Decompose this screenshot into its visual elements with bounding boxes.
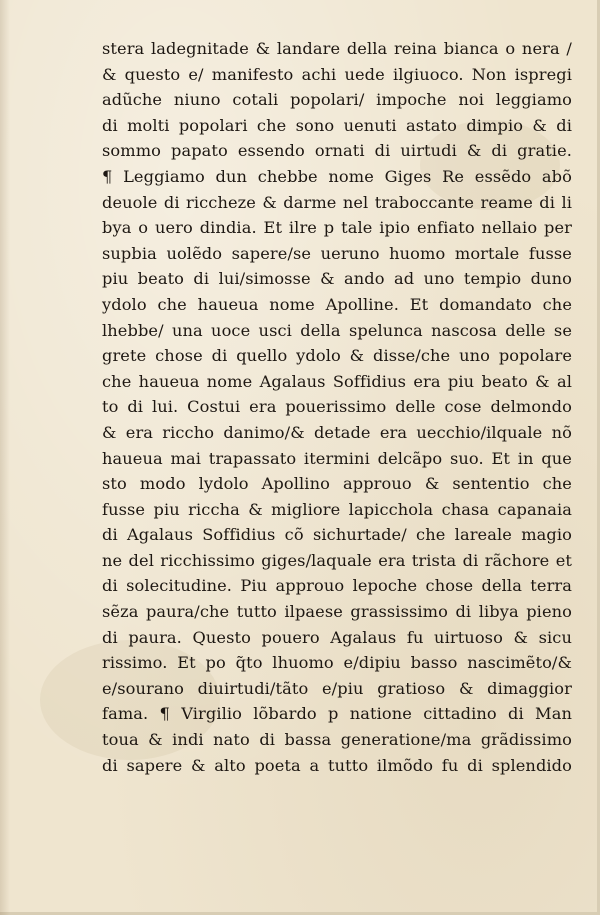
text-line: di paura. Questo pouero Agalaus fu uirtuoso & sicu xyxy=(102,627,572,647)
text-line: haueua mai trapassato itermini delcãpo suo. Et in que xyxy=(102,448,572,468)
text-line: & questo e/ manifesto achi uede ilgiuoco. Non ispregi xyxy=(102,64,572,84)
text-line: deuole di riccheze & darme nel traboccante reame di li xyxy=(102,192,572,212)
text-line: ne del ricchissimo giges/laquale era trista di rãchore et xyxy=(102,550,572,570)
text-line: & era riccho danimo/& detade era uecchio/ilquale nõ xyxy=(102,422,572,442)
text-line: di solecitudine. Piu approuo lepoche chose della terra xyxy=(102,576,572,596)
text-line: di sapere & alto poeta a tutto ilmõdo fu di splendido xyxy=(102,755,572,775)
text-line: piu beato di lui/simosse & ando ad uno tempio duno xyxy=(102,269,572,289)
text-line: di molti popolari che sono uenuti astato dimpio & di xyxy=(102,115,572,135)
text-line: bya o uero dindia. Et ilre p tale ipio enfiato nellaio per xyxy=(102,218,572,238)
text-line: sommo papato essendo ornati di uirtudi & di gratie. xyxy=(102,141,572,161)
incunabulum-text-block xyxy=(102,36,572,778)
text-line: fama. ¶ Virgilio lõbardo p natione cittadino di Man xyxy=(102,704,572,724)
text-line: stera ladegnitade & landare della reina bianca o nera / xyxy=(102,39,572,58)
text-line: adũche niuno cotali popolari/ impoche noi leggiamo xyxy=(102,90,572,110)
page-fold-shadow xyxy=(0,0,10,915)
text-line: grete chose di quello ydolo & disse/che uno popolare xyxy=(102,346,572,366)
text-line: lhebbe/ una uoce usci della spelunca nascosa delle se xyxy=(102,320,572,340)
text-line: ¶ Leggiamo dun chebbe nome Giges Re essẽdo abõ xyxy=(102,166,572,186)
text-line: rissimo. Et po q̃to lhuomo e/dipiu basso nascimẽto/& xyxy=(102,653,572,673)
text-line: supbia uolẽdo sapere/se ueruno huomo mortale fusse xyxy=(102,243,572,263)
text-line: to di lui. Costui era pouerissimo delle cose delmondo xyxy=(102,397,572,417)
text-line: sto modo lydolo Apollino approuo & sententio che xyxy=(102,474,572,494)
text-line: e/sourano diuirtudi/tãto e/piu gratioso & dimaggior xyxy=(102,678,572,698)
text-line: di Agalaus Soffidius cõ sichurtade/ che lareale magio xyxy=(102,525,572,545)
text-line: fusse piu riccha & migliore lapicchola chasa capanaia xyxy=(102,499,572,519)
text-line: che haueua nome Agalaus Soffidius era piu beato & al xyxy=(102,371,572,391)
text-line: sẽza paura/che tutto ilpaese grassissimo di libya pieno xyxy=(102,602,572,622)
text-line: toua & indi nato di bassa generatione/ma grãdissimo xyxy=(102,730,572,750)
text-line: ydolo che haueua nome Apolline. Et domandato che xyxy=(102,294,572,314)
